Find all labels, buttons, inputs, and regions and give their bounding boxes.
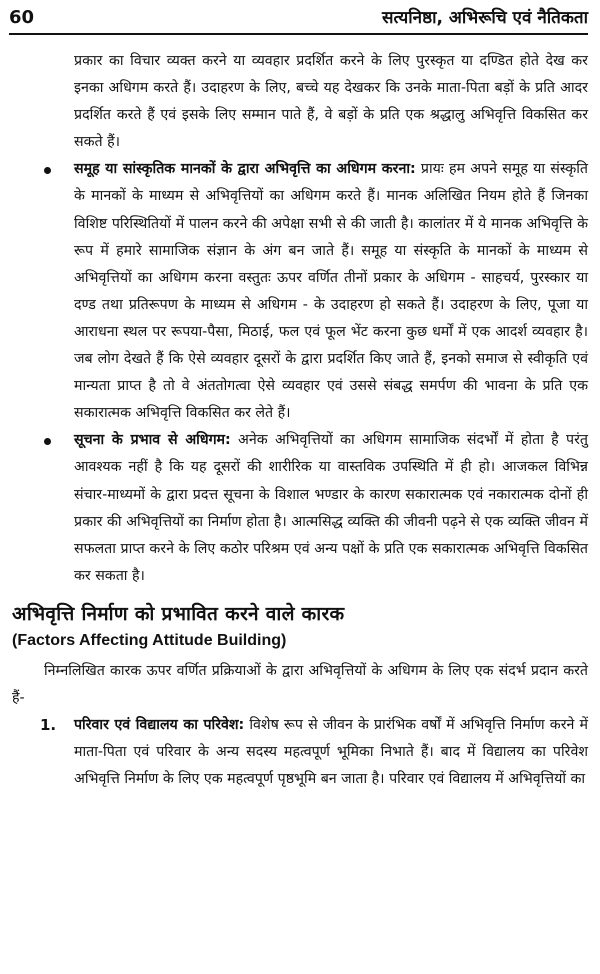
item-lead: परिवार एवं विद्यालय का परिवेश: xyxy=(74,717,245,734)
bullet-lead: सूचना के प्रभाव से अधिगम: xyxy=(74,432,231,449)
bullet-item xyxy=(12,427,588,590)
page-number: 60 xyxy=(9,7,35,28)
page-header xyxy=(9,3,588,35)
bullet-item xyxy=(12,156,588,427)
page-body xyxy=(12,48,588,793)
section-subheading: (Factors Affecting Attitude Building) xyxy=(12,631,287,649)
section-heading: अभिवृत्ति निर्माण को प्रभावित करने वाले कारक xyxy=(12,602,345,625)
item-text: विशेष रूप से जीवन के प्रारंभिक वर्षों में अभिवृत्ति निर्माण करने में माता-पिता एवं परिवार के अन्य सदस्य महत्वपूर्ण भूमिका निभाते हैं। बाद में विद्यालय का परिवेश अभिवृत्ति निर्माण के लिए एक महत्वपूर्ण पृष्ठभूमि बन जाता है। परिवार एवं विद्यालय में अभिवृत्तियों का xyxy=(74,717,589,788)
item-number: 1. xyxy=(40,716,57,735)
continuation-paragraph: प्रकार का विचार व्यक्त करने या व्यवहार प्रदर्शित करने के लिए पुरस्कृत या दण्डित होते देख कर इनका अधिगम करते हैं। उदाहरण के लिए, बच्चे यह देखकर कि उनके माता-पिता बड़ों के प्रति आदर प्रदर्शित करते हैं एवं इसके लिए सम्मान पाते हैं, वे बड़ों के प्रति एक श्रद्धालु अभिवृत्ति विकसित कर सकते हैं। xyxy=(74,53,588,151)
bullet-lead: समूह या सांस्कृतिक मानकों के द्वारा अभिवृत्ति का अधिगम करना: xyxy=(74,161,416,178)
running-title: सत्यनिष्ठा, अभिरूचि एवं नैतिकता xyxy=(381,8,588,28)
intro-paragraph: निम्नलिखित कारक ऊपर वर्णित प्रक्रियाओं के द्वारा अभिवृत्तियों के अधिगम के लिए एक संदर्भ प्रदान करते हैं- xyxy=(12,662,588,706)
bullet-text: अनेक अभिवृत्तियों का अधिगम सामाजिक संदर्भों में होता है परंतु आवश्यक नहीं है कि यह दूसरों की शारीरिक या वास्तविक उपस्थिति में ही हो। आजकल विभिन्न संचार-माध्यमों के द्वारा प्रदत्त सूचना के विशाल भण्डार के कारण सकारात्मक एवं नकारात्मक दोनों ही प्रकार की अभिवृत्तियों का निर्माण होता है। आत्मसिद्ध व्यक्ति की जीवनी पढ़ने से एक व्यक्ति जीवन में सफलता प्राप्त करने के लिए कठोर परिश्रम एवं अन्य पक्षों के प्रति एक सकारात्मक अभिवृत्ति विकसित कर सकता है। xyxy=(74,432,588,584)
bullet-icon xyxy=(44,167,51,174)
bullet-icon xyxy=(44,438,51,445)
numbered-item xyxy=(12,712,588,793)
bullet-text: प्रायः हम अपने समूह या संस्कृति के मानकों के माध्यम से अभिवृत्तियों का अधिगम करते हैं। मानक अलिखित नियम होते हैं जिनका विशिष्ट परिस्थितियों में पालन करने की अपेक्षा सभी से की जाती है। कालांतर में ये मानक अभिवृत्ति के रूप में हमारे सामाजिक संज्ञान के अंग बन जाते हैं। समूह या संस्कृति के मानकों के माध्यम से अभिवृत्तियों का अधिगम करना वस्तुतः ऊपर वर्णित तीनों प्रकार के अधिगम - साहचर्य, पुरस्कार या दण्ड तथा प्रतिरूपण के माध्यम से अधिगम - के उदाहरण हो सकते हैं। उदाहरण के लिए, पूजा या आराधना स्थल पर रूपया-पैसा, मिठाई, फल एवं फूल भेंट करना कुछ धर्मों में एक आदर्श व्यवहार है। जब लोग देखते हैं कि ऐसे व्यवहार दूसरों के द्वारा प्रदर्शित किए जाते हैं, इनको समाज से स्वीकृति एवं मान्यता प्राप्त है तो वे अंततोगत्वा ऐसे व्यवहार एवं उससे संबद्ध समर्पण की भावना के प्रति एक सकारात्मक अभिवृत्ति विकसित कर लेते हैं। xyxy=(74,161,588,422)
